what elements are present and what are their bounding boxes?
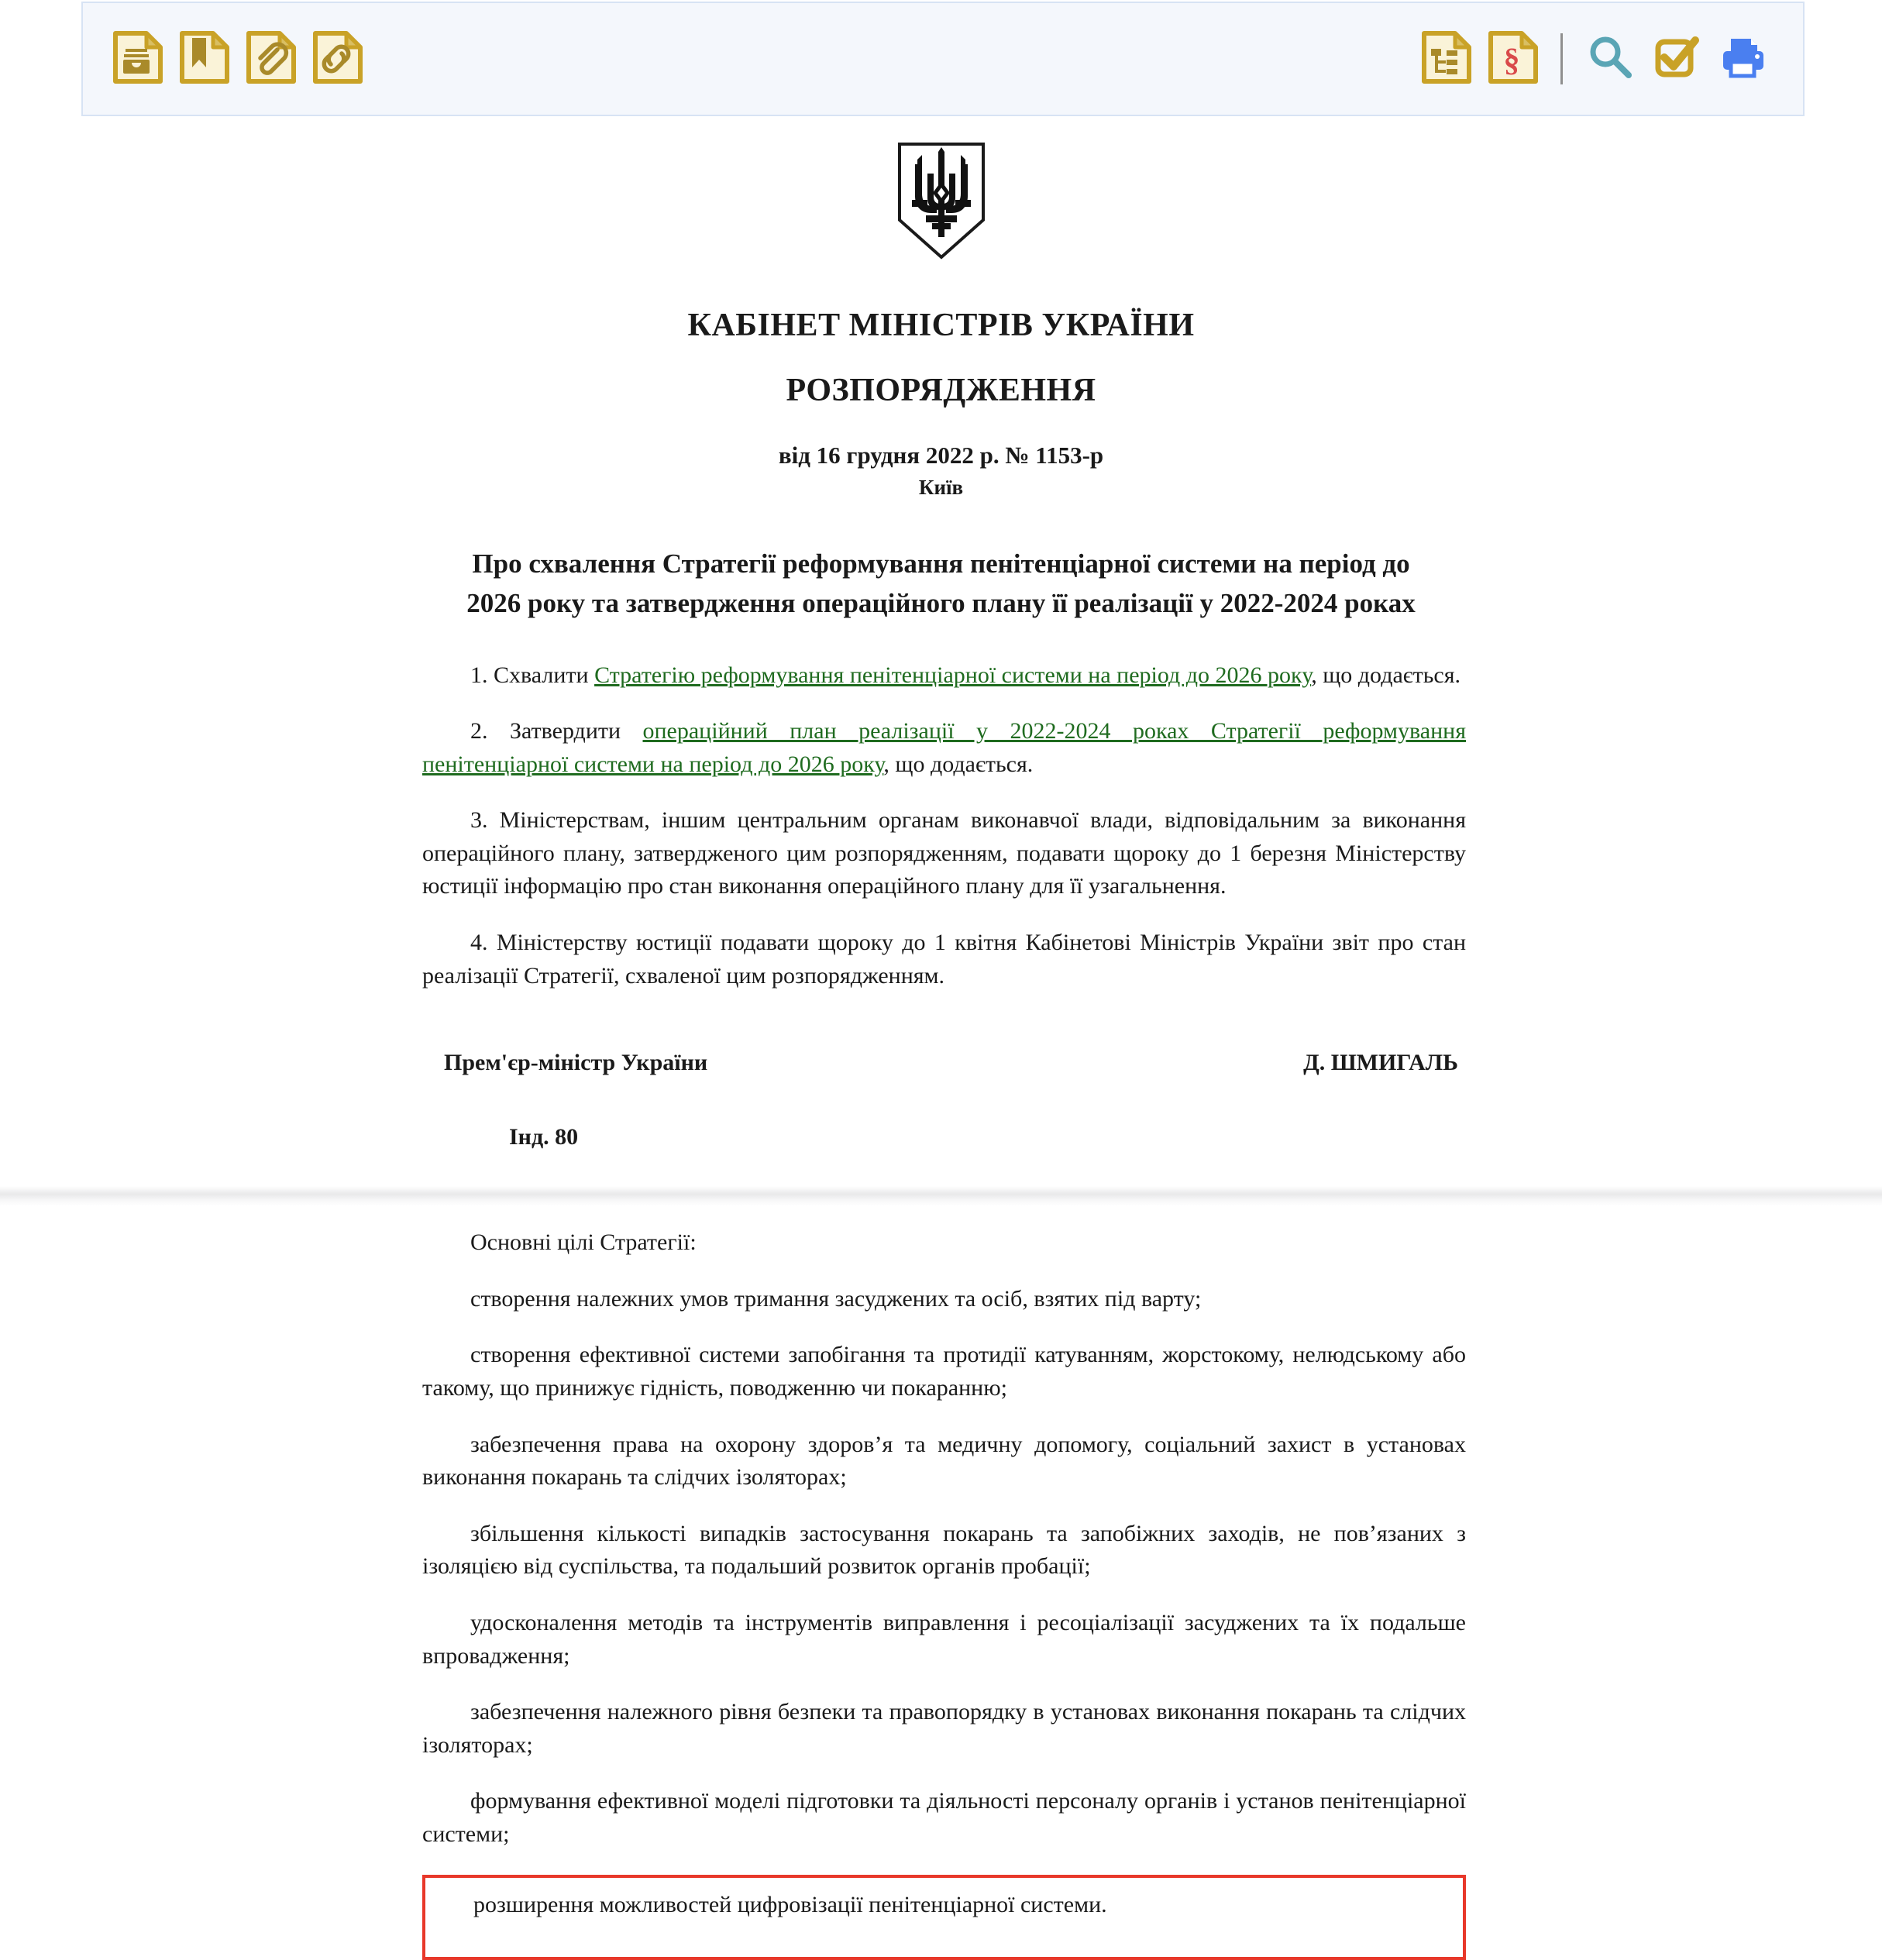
card-file-doc-icon (112, 30, 163, 88)
goal-item: формування ефективної моделі підготовки та діяльності персоналу органів і установ пенітенціарної системи; (422, 1788, 1466, 1847)
paragraph-doc-icon (1488, 30, 1539, 88)
clauses-block (416, 659, 1466, 993)
link-doc-button[interactable] (304, 26, 371, 92)
clause-2-prefix: 2. Затвердити (470, 718, 643, 744)
clause-1 (422, 659, 1466, 693)
attachment-doc-icon (246, 30, 297, 88)
clause-2 (422, 715, 1466, 781)
clause-1-suffix: , що додається. (1311, 662, 1461, 688)
toolbar-right-group (1413, 26, 1781, 92)
document-toolbar (81, 2, 1805, 116)
goal-item: створення належних умов тримання засуджених та осіб, взятих під варту; (470, 1285, 1202, 1312)
attachment-doc-button[interactable] (238, 26, 304, 92)
link-doc-icon (312, 30, 363, 88)
clause-3: 3. Міністерствам, іншим центральним органам виконавчої влади, відповідальним за виконання операційного плану, затвердженого цим розпорядженням, подавати щороку до 1 березня Міністерству юстиції інформацію про стан виконання операційного плану для її узагальнення. (422, 807, 1466, 899)
structure-doc-button[interactable] (1413, 26, 1480, 92)
document-page (0, 116, 1882, 1960)
operational-plan-link[interactable]: операційний план реалізації у 2022-2024 роках Стратегії реформування пенітенціарної системи на період до 2026 року (422, 718, 1466, 777)
strategy-link[interactable]: Стратегію реформування пенітенціарної системи на період до 2026 року (594, 662, 1312, 688)
signatory-name: Д. ШМИГАЛЬ (1303, 1050, 1458, 1076)
card-file-doc-button[interactable] (105, 26, 171, 92)
index-line: Інд. 80 (509, 1124, 579, 1150)
toolbar-left-group (105, 26, 371, 92)
document-number-line: від 16 грудня 2022 р. № 1153-р (778, 442, 1104, 469)
goal-item: забезпечення права на охорону здоров’я та медичну допомогу, соціальний захист в установах виконання покарань та слідчих ізоляторах; (422, 1431, 1466, 1491)
checkbox-check-icon (1650, 31, 1703, 88)
resolution-section (0, 116, 1882, 1150)
clause-2-suffix: , що додається. (883, 751, 1034, 777)
highlighted-goal-text: розширення можливостей цифровізації пенітенціарної системи. (473, 1891, 1107, 1917)
document-title: Про схвалення Стратегії реформування пенітенціарної системи на період до 2026 року та затвердження операційного плану її реалізації у 2022-2024 роках (466, 548, 1416, 618)
goal-item: забезпечення належного рівня безпеки та правопорядку в установах виконання покарань та слідчих ізоляторах; (422, 1699, 1466, 1758)
structure-doc-icon (1421, 30, 1472, 88)
goal-item: удосконалення методів та інструментів виправлення і ресоціалізації засуджених та їх подальше впровадження; (422, 1610, 1466, 1669)
organization-title: КАБІНЕТ МІНІСТРІВ УКРАЇНИ (687, 308, 1195, 343)
ukrainian-trident-coat-of-arms-icon (892, 253, 991, 266)
signature-row (416, 1050, 1466, 1076)
printer-icon (1717, 31, 1770, 88)
section-divider (0, 1186, 1882, 1206)
checkbox-check-button[interactable] (1643, 26, 1710, 92)
goal-item: створення ефективної системи запобігання та протидії катуванням, жорстокому, нелюдському або такому, що принижує гідність, поводженню чи покаранню; (422, 1342, 1466, 1401)
appendix-heading: Основні цілі Стратегії: (470, 1229, 697, 1256)
clause-1-prefix: 1. Схвалити (470, 662, 595, 688)
paragraph-doc-button[interactable] (1480, 26, 1547, 92)
search-icon (1584, 31, 1636, 88)
bookmark-doc-button[interactable] (171, 26, 238, 92)
document-city: Київ (918, 476, 964, 499)
emblem-container (0, 116, 1882, 263)
clause-4: 4. Міністерству юстиції подавати щороку до 1 квітня Кабінетові Міністрів України звіт про стан реалізації Стратегії, схваленої цим розпорядженням. (422, 930, 1466, 989)
bookmark-doc-icon (179, 30, 230, 88)
search-button[interactable] (1577, 26, 1643, 92)
document-kind: РОЗПОРЯДЖЕННЯ (786, 373, 1096, 408)
toolbar-separator (1560, 33, 1563, 84)
svg-text:§: § (1503, 42, 1520, 78)
highlighted-goal-box (422, 1875, 1466, 1960)
signatory-position: Прем'єр-міністр України (444, 1050, 708, 1076)
appendix-section (416, 1226, 1466, 1960)
goal-item: збільшення кількості випадків застосування покарань та запобіжних заходів, не пов’язаних з ізоляцією від суспільства, та подальший розвиток органів пробації; (422, 1520, 1466, 1580)
print-button[interactable] (1710, 26, 1777, 92)
